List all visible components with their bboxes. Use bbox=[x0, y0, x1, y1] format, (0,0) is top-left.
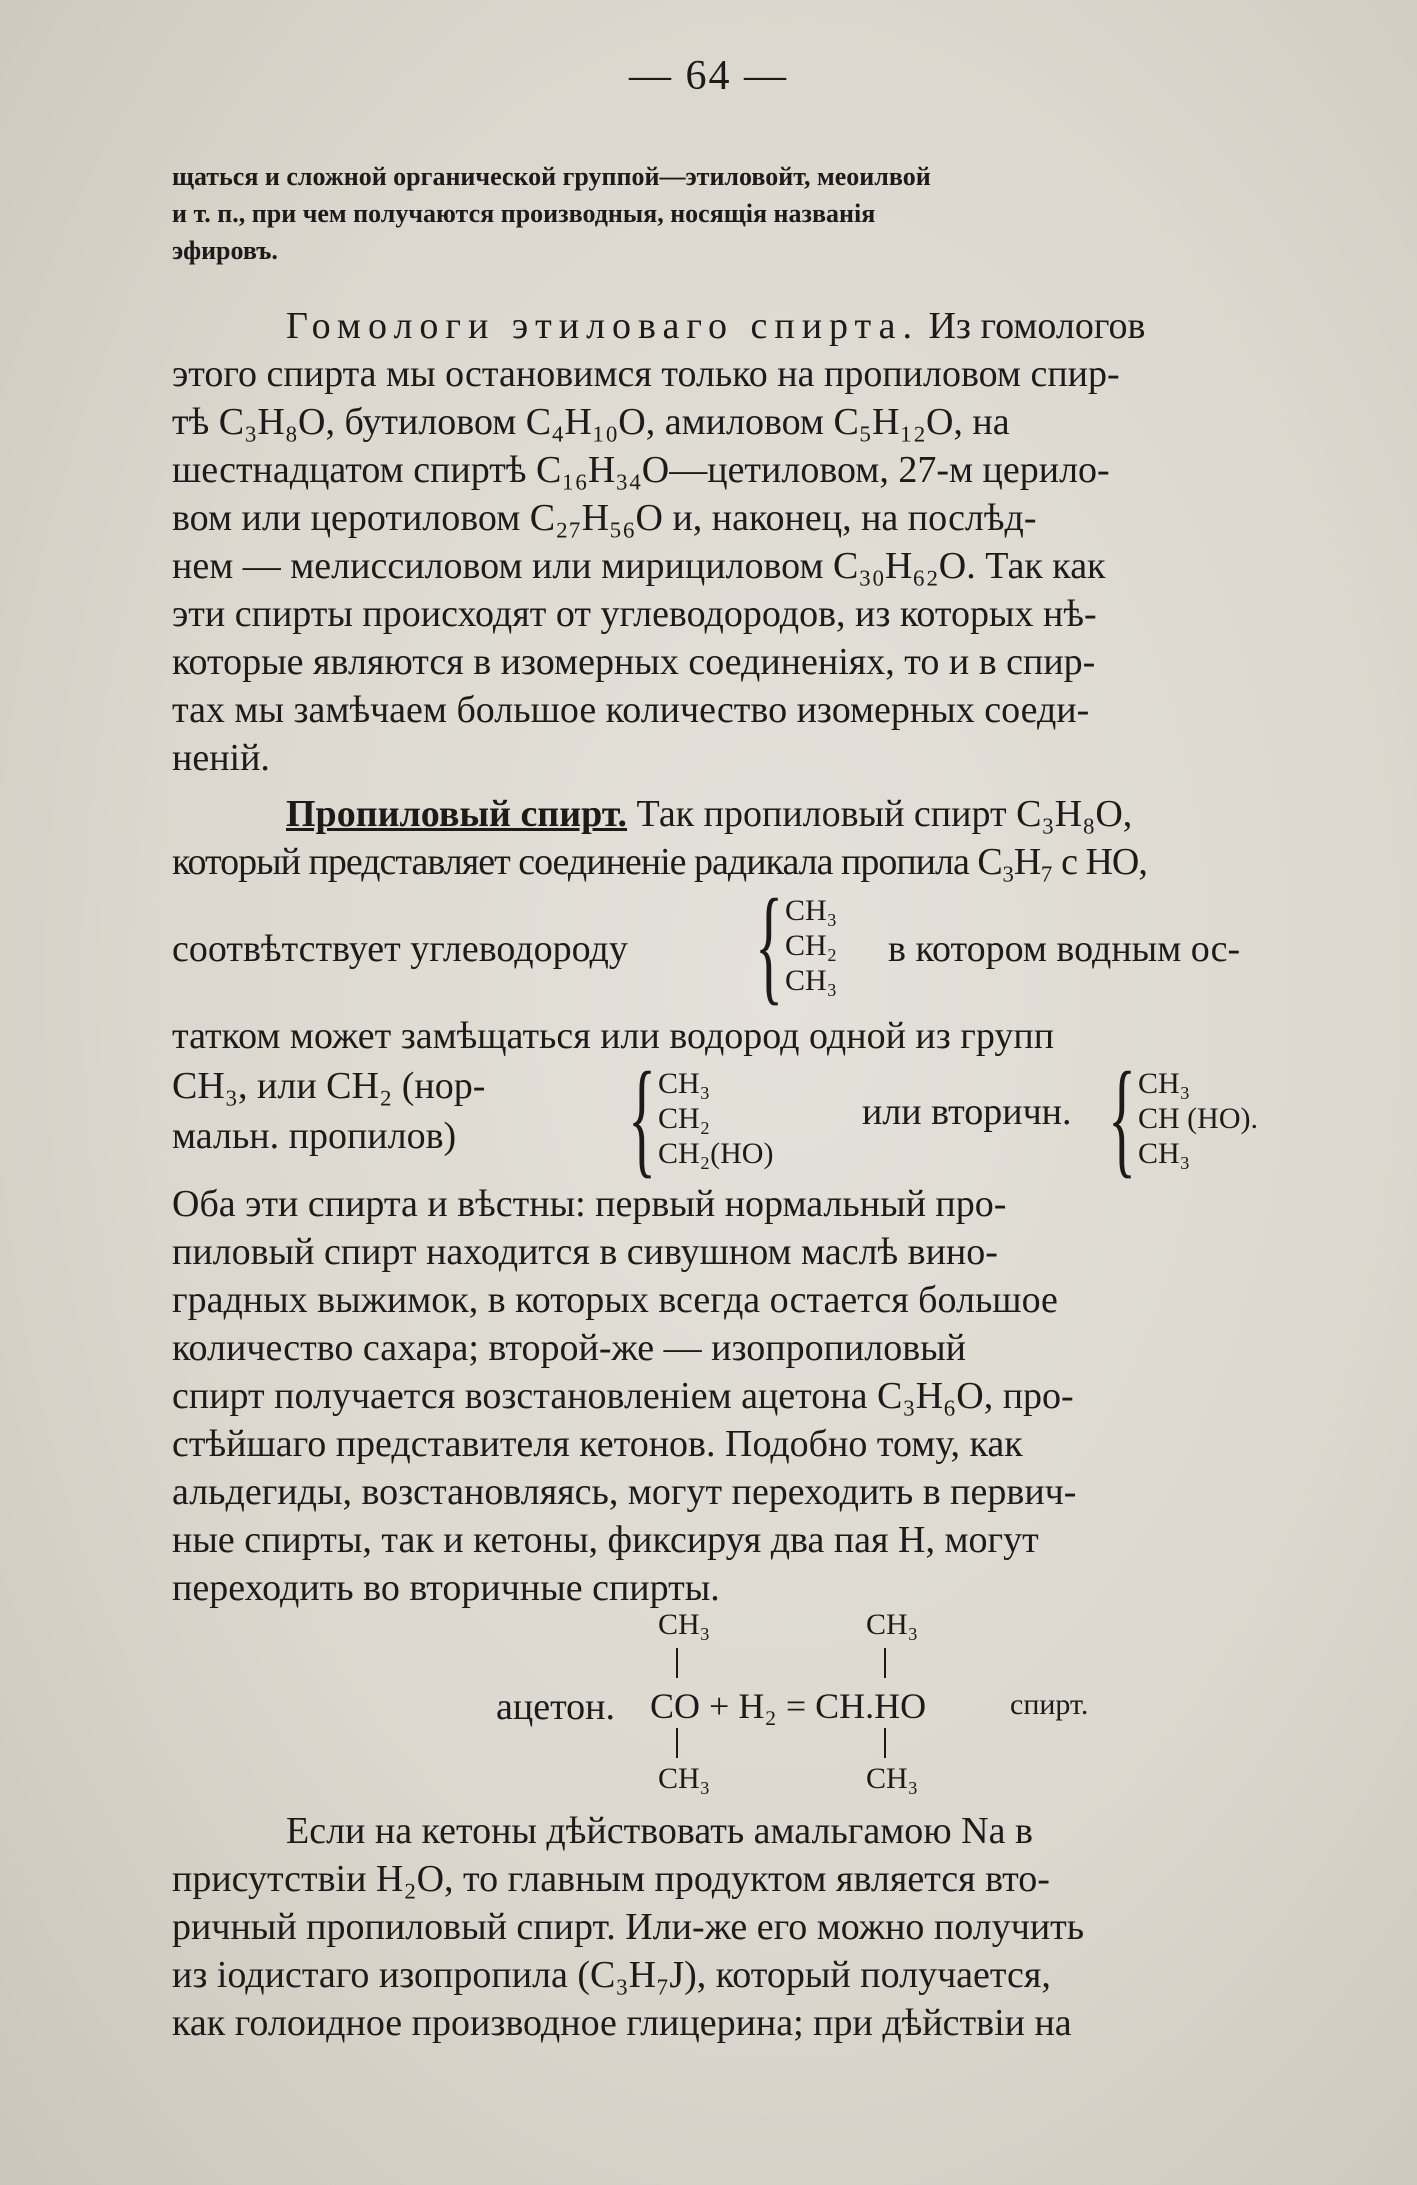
text-run: соотвѣтствует углеводороду bbox=[172, 928, 628, 970]
formula-line: CH₂ bbox=[785, 929, 838, 962]
propyl-paragraph bbox=[172, 790, 1332, 886]
ketones-paragraph bbox=[172, 1807, 1332, 2047]
text-line: спирт получается возстановленіем ацетона C₃H₆O, про- bbox=[172, 1375, 1074, 1417]
text-line: нем — мелиссиловом или мирициловом C₃₀H₆₂O. Так как bbox=[172, 545, 1106, 587]
text-run: Из гомологов bbox=[928, 305, 1146, 347]
bond-line bbox=[676, 1728, 678, 1758]
formula-line: CH₃ bbox=[1138, 1137, 1191, 1170]
formula-line: CH₃ bbox=[785, 964, 838, 997]
alcohol-label: спирт. bbox=[1010, 1688, 1089, 1721]
text-line: переходить во вторичные спирты. bbox=[172, 1567, 720, 1609]
equation-top-left: CH₃ bbox=[658, 1608, 711, 1641]
hydrocarbon-formula bbox=[785, 893, 837, 998]
text-line: щаться и сложной органической группой—этиловойт, меоилвой bbox=[172, 162, 931, 191]
text-line: эфировъ. bbox=[172, 236, 278, 265]
brace-symbol: { bbox=[628, 1046, 657, 1190]
bond-line bbox=[676, 1648, 678, 1678]
section-heading: Гомологи этиловаго спирта. bbox=[286, 305, 919, 347]
acetone-label: ацетон. bbox=[496, 1686, 616, 1728]
text-line: градных выжимок, в которых всегда остается большое bbox=[172, 1279, 1058, 1321]
text-run: CH₃, или CH₂ (нор- bbox=[172, 1065, 486, 1107]
text-line: который представляет соединеніе радикала пропила C₃H₇ с HO, bbox=[172, 841, 1147, 883]
formula-line: CH (HO). bbox=[1138, 1102, 1258, 1135]
text-line: альдегиды, возстановляясь, могут переходить в первич- bbox=[172, 1471, 1077, 1513]
text-line: татком может замѣщаться или водород одной из групп bbox=[172, 1015, 1055, 1057]
formula-line: CH₂(HO) bbox=[658, 1137, 774, 1170]
homologs-paragraph bbox=[172, 302, 1332, 782]
secondary-propyl-formula bbox=[1138, 1066, 1258, 1171]
text-line: вом или церотиловом C₂₇H₅₆O и, наконец, на послѣд- bbox=[172, 497, 1037, 539]
text-line: тѣ C₃H₈O, бутиловом C₄H₁₀O, амиловом C₅H₁₂O, на bbox=[172, 401, 1010, 443]
text-line: эти спирты происходят от углеводородов, из которых нѣ- bbox=[172, 593, 1097, 635]
formula-line: CH₂ bbox=[658, 1102, 711, 1135]
text-run: мальн. пропилов) bbox=[172, 1115, 457, 1157]
text-line: стѣйшаго представителя кетонов. Подобно тому, как bbox=[172, 1423, 1023, 1465]
text-line: пиловый спирт находится в сивушном маслѣ вино- bbox=[172, 1231, 998, 1273]
text-line: неній. bbox=[172, 737, 270, 779]
text-line: из іодистаго изопропила (C₃H₇J), который получается, bbox=[172, 1954, 1051, 1996]
both-paragraph bbox=[172, 1180, 1332, 1612]
text-line: ные спирты, так и кетоны, фиксируя два пая H, могут bbox=[172, 1519, 1039, 1561]
section-heading: Пропиловый спирт. bbox=[286, 793, 628, 835]
text-line: которые являются в изомерных соединеніях, то и в спир- bbox=[172, 641, 1096, 683]
text-run: Так пропиловый спирт C₃H₈O, bbox=[636, 793, 1133, 835]
normal-propyl-formula bbox=[658, 1066, 773, 1171]
text-line: ричный пропиловый спирт. Или-же его можно получить bbox=[172, 1906, 1085, 1948]
formula-line: CH₃ bbox=[1138, 1067, 1191, 1100]
text-line: количество сахара; второй-же — изопропиловый bbox=[172, 1327, 967, 1369]
text-line: Оба эти спирта и вѣстны: первый нормальный про- bbox=[172, 1183, 1007, 1225]
text-line: Если на кетоны дѣйствовать амальгамою Na в bbox=[286, 1810, 1033, 1852]
text-line bbox=[172, 302, 1332, 350]
equation-bottom-left: CH₃ bbox=[658, 1762, 711, 1795]
text-run: в котором водным ос- bbox=[888, 928, 1241, 970]
text-line: тах мы замѣчаем большое количество изомерных соеди- bbox=[172, 689, 1090, 731]
text-line: и т. п., при чем получаются производныя, носящія названія bbox=[172, 199, 876, 228]
equation-bottom-right: CH₃ bbox=[866, 1762, 919, 1795]
equation-middle: CO + H₂ = CH.HO bbox=[650, 1686, 927, 1726]
bond-line bbox=[884, 1648, 886, 1678]
text-line: как голоидное производное глицерина; при дѣйствіи на bbox=[172, 2002, 1072, 2044]
bond-line bbox=[884, 1728, 886, 1758]
text-run: или вторичн. bbox=[862, 1091, 1072, 1133]
formula-line: CH₃ bbox=[658, 1067, 711, 1100]
equation-top-right: CH₃ bbox=[866, 1608, 919, 1641]
page-number: — 64 — bbox=[629, 53, 788, 99]
brace-symbol: { bbox=[1108, 1046, 1137, 1190]
formula-line: CH₃ bbox=[785, 894, 838, 927]
brace-symbol: { bbox=[755, 873, 784, 1017]
top-paragraph bbox=[172, 158, 1332, 269]
text-line: этого спирта мы остановимся только на пропиловом спир- bbox=[172, 353, 1120, 395]
text-line: шестнадцатом спиртѣ C₁₆H₃₄O—цетиловом, 27-м церило- bbox=[172, 449, 1110, 491]
text-line bbox=[172, 790, 1332, 838]
text-line: присутствіи H₂O, то главным продуктом является вто- bbox=[172, 1858, 1050, 1900]
